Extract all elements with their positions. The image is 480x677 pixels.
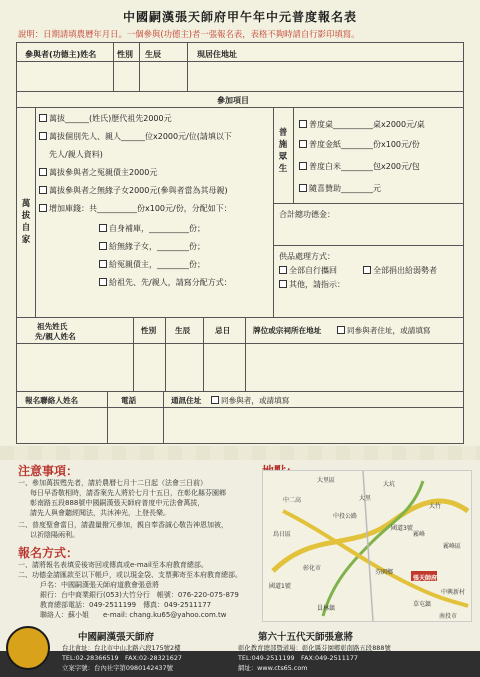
item-creditors[interactable]: 萬拔參與者之冤親債主2000元 bbox=[39, 167, 157, 178]
signup-line: 戶名：中國嗣漢張天師府道教會張意將 bbox=[40, 581, 159, 589]
checkbox[interactable] bbox=[363, 266, 371, 274]
map-label: 大坑 bbox=[383, 481, 396, 488]
notice-title: 注意事項： bbox=[18, 464, 79, 478]
sub-creditors[interactable]: 給冤親債主，________份； bbox=[99, 259, 205, 270]
checkbox[interactable] bbox=[99, 242, 107, 250]
location-map bbox=[262, 470, 472, 622]
sub-self[interactable]: 自身補庫，__________份； bbox=[99, 223, 205, 234]
signup-line: 二、功德金請匯款至以下帳戶，或以現金袋、支票郵寄至本府教育總部。 bbox=[18, 571, 242, 579]
left-vertical-label: 萬拔自家 bbox=[21, 199, 31, 245]
signup-line: 銀行：台中商業銀行(053)大竹分行 帳號：076-220-075-879 bbox=[40, 591, 239, 599]
map-label: 芬園鄉 bbox=[375, 569, 394, 576]
map-label: 員林鎮 bbox=[317, 605, 336, 612]
item-ancestors[interactable]: 萬拔______(姓氏)歷代祖先2000元 bbox=[39, 113, 172, 124]
col2-place: 牌位或宗祠所在地址 bbox=[253, 326, 322, 335]
col-address: 現居住地址 bbox=[197, 50, 237, 59]
col-participant-name: 參與者(功德主)姓名 bbox=[25, 50, 97, 59]
total-label: 合計總功德金： bbox=[279, 210, 335, 219]
item-paper[interactable]: 普度金紙________份x100元/份 bbox=[299, 139, 420, 150]
item-table[interactable]: 普度桌__________桌x2000元/桌 bbox=[299, 119, 425, 130]
footer-bar bbox=[0, 632, 480, 677]
offering-donate[interactable]: 全部捐出給弱勢者 bbox=[363, 265, 437, 276]
col-mail-address: 通訊住址 bbox=[171, 396, 202, 405]
item-add-money[interactable]: 增加庫錢：共__________份x100元/份，分配如下： bbox=[39, 203, 232, 214]
signup-line: 一、請將報名表填妥後寄回或傳真或e-mail至本府教育總部。 bbox=[18, 561, 208, 569]
col-birth: 生辰 bbox=[145, 50, 161, 59]
map-label: 草屯鎮 bbox=[413, 601, 432, 608]
footer-addr-right: 彰化教育總部暨道場：彰化縣芬園鄉彰南路五段888號 bbox=[238, 644, 391, 652]
map-label: 大里區 bbox=[317, 477, 336, 484]
checkbox[interactable] bbox=[39, 204, 47, 212]
checkbox[interactable] bbox=[99, 260, 107, 268]
col3-same[interactable]: 同參與者，或請填寫 bbox=[211, 395, 289, 406]
col2-death: 忌日 bbox=[215, 326, 231, 335]
footer-org-left: 中國嗣漢張天師府 bbox=[78, 632, 155, 643]
col2-same[interactable]: 同參與者住址，或請填寫 bbox=[337, 325, 431, 336]
map-label: 中投公路 bbox=[333, 513, 358, 520]
checkbox[interactable] bbox=[279, 280, 287, 288]
map-label: 大竹 bbox=[429, 503, 442, 510]
checkbox[interactable] bbox=[39, 186, 47, 194]
checkbox[interactable] bbox=[299, 120, 307, 128]
footer-tel-left: TEL:02-28366519 FAX:02-28321627 bbox=[62, 654, 182, 662]
checkbox[interactable] bbox=[39, 114, 47, 122]
checkbox[interactable] bbox=[39, 132, 47, 140]
footer-web-right[interactable]: 網址：www.cts65.com bbox=[238, 664, 308, 672]
checkbox[interactable] bbox=[299, 140, 307, 148]
sub-unborn[interactable]: 給無緣子女，________份； bbox=[99, 241, 205, 252]
page-title: 中國嗣漢張天師府甲午年中元普度報名表 bbox=[122, 10, 357, 24]
col2-birth: 生辰 bbox=[175, 326, 191, 335]
notice-line: 以祈陰陽兩利。 bbox=[30, 531, 79, 539]
notice-line: 二、普度聖會當日，請盡量撥冗參加，親自奉香誠心敬告神恩加被， bbox=[18, 521, 228, 529]
col-ancestor-surname: 祖先姓氏 bbox=[37, 322, 68, 331]
offering-label: 供品處理方式： bbox=[279, 252, 335, 261]
notice-line: 一、參加萬拔甦先者，請於農曆七月十二日起（法會三日前） bbox=[18, 479, 207, 487]
right-vertical-label: 普施眾生 bbox=[278, 128, 288, 174]
footer-addr-left: 台北會址：台北市中山北路六段175號2樓 bbox=[62, 644, 181, 652]
items-section-title: 參加項目 bbox=[217, 96, 249, 105]
col-ancestor-name: 先/親人姓名 bbox=[35, 332, 76, 341]
offering-take-back[interactable]: 全部自行攜回 bbox=[279, 265, 337, 276]
checkbox[interactable] bbox=[99, 278, 107, 286]
checkbox[interactable] bbox=[39, 168, 47, 176]
participant-name-cell[interactable] bbox=[19, 63, 111, 89]
map-label: 國道3號 bbox=[391, 525, 413, 532]
col2-gender: 性別 bbox=[141, 326, 157, 335]
checkbox[interactable] bbox=[299, 162, 307, 170]
temple-logo-icon bbox=[6, 626, 50, 670]
footer-tel-right: TEL:049-2511199 FAX:049-2511177 bbox=[238, 654, 358, 662]
item-individual-cont: 先人/親人資料) bbox=[49, 150, 103, 159]
signup-line: 聯絡人：蘇小姐 e-mail: chang.ku65@yahoo.com.tw bbox=[40, 611, 227, 619]
map-label: 大里 bbox=[359, 495, 372, 502]
address-cell[interactable] bbox=[189, 63, 461, 89]
item-unborn[interactable]: 萬拔參與者之無緣子女2000元(參與者當為其母親) bbox=[39, 185, 228, 196]
map-label: 南投市 bbox=[439, 613, 458, 620]
checkbox[interactable] bbox=[299, 184, 307, 192]
checkbox[interactable] bbox=[279, 266, 287, 274]
checkbox[interactable] bbox=[211, 396, 219, 404]
col-gender: 性別 bbox=[117, 50, 133, 59]
map-label: 烏日區 bbox=[273, 531, 292, 538]
instruction-note: 說明：日期請填農曆年月日。一個參與(功德主)者一張報名表，表格不夠時請自行影印填寫。 bbox=[18, 29, 360, 39]
item-donation[interactable]: 隨喜贊助________元 bbox=[299, 183, 381, 194]
notice-line: 請先人與會聽經聞法，共沐神光，上登長樂。 bbox=[30, 509, 170, 517]
notice-line: 彰南路五段888號中國嗣漢張天師府普度中元法會萬拔， bbox=[30, 499, 205, 507]
registration-form bbox=[16, 42, 464, 444]
offering-other[interactable]: 其他，請指示： bbox=[279, 279, 345, 290]
signup-line: 教育總部電話：049-2511199 傳真：049-2511177 bbox=[40, 601, 212, 609]
notice-line: 每日早香敬相時，請香案先人將於七月十五日，在彰化縣芬園鄉 bbox=[30, 489, 226, 497]
col-contact-name: 報名聯絡人姓名 bbox=[25, 396, 79, 405]
col-phone: 電話 bbox=[121, 396, 137, 405]
cloud-pattern bbox=[0, 446, 480, 460]
signup-title: 報名方式： bbox=[18, 546, 79, 560]
map-label: 霧峰區 bbox=[443, 543, 462, 550]
map-label: 霧峰 bbox=[413, 531, 426, 538]
footer-org-right: 第六十五代天師張意將 bbox=[258, 632, 354, 643]
item-rice[interactable]: 普度白米________包x200元/包 bbox=[299, 161, 420, 172]
map-label: 中二高 bbox=[283, 497, 302, 504]
map-label-temple: 張天師府 bbox=[413, 575, 438, 582]
footer-reg-left: 立案字號：台內社字第0980142437號 bbox=[62, 664, 173, 672]
checkbox[interactable] bbox=[337, 326, 345, 334]
map-label: 國道1號 bbox=[269, 583, 291, 590]
checkbox[interactable] bbox=[99, 224, 107, 232]
map-label: 彰化市 bbox=[303, 565, 322, 572]
sub-ancestors[interactable]: 給祖先、先/親人，請寫分配方式： bbox=[99, 277, 232, 288]
item-individual[interactable]: 萬拔個別先人、親人______位x2000元/位(請填以下 bbox=[39, 131, 232, 142]
map-label: 中興新村 bbox=[441, 589, 466, 596]
